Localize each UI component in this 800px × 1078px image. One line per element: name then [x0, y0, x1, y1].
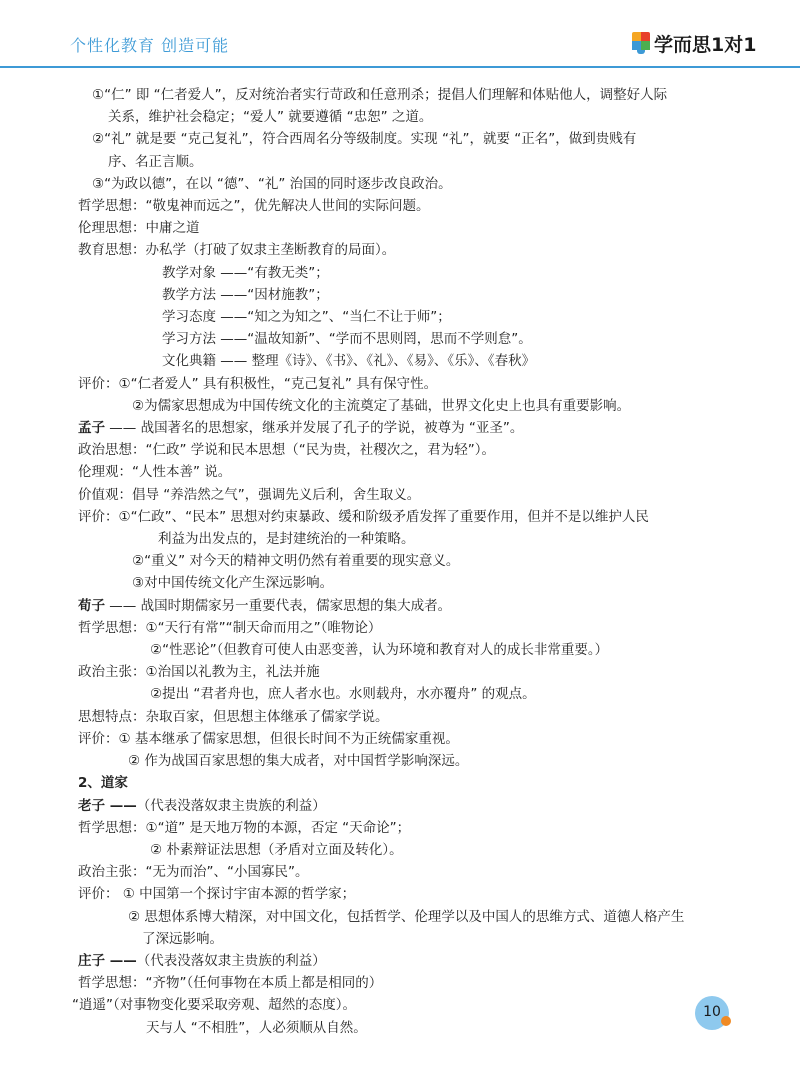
text-line: ② 作为战国百家思想的集大成者，对中国哲学影响深远。 [128, 753, 469, 770]
brand-logo [632, 30, 756, 56]
header-slogan: 个性化教育 创造可能 [70, 36, 230, 55]
section-heading-daojia: 2、道家 [78, 775, 128, 792]
text-line: 评价： ① 中国第一个探讨宇宙本源的哲学家； [78, 886, 356, 903]
text-line: ②“礼” 就是要 “克己复礼”，符合西周名分等级制度。实现 “礼”，就要 “正名”，做到贵贱有 [92, 131, 637, 148]
text-line: “逍遥”（对事物变化要采取旁观、超然的态度）。 [72, 997, 356, 1014]
page-number: 10 [703, 1004, 721, 1020]
text-line: ②为儒家思想成为中国传统文化的主流奠定了基础，世界文化史上也具有重要影响。 [132, 397, 631, 414]
text-line: 评价：① 基本继承了儒家思想，但很长时间不为正统儒家重视。 [78, 730, 459, 747]
text-line: ②“重义” 对今天的精神文明仍然有着重要的现实意义。 [132, 553, 460, 570]
text-line: 庄子 ——（代表没落奴隶主贵族的利益） [78, 952, 326, 969]
text-line: ③对中国传统文化产生深远影响。 [132, 575, 334, 592]
text-line: 学习态度 ——“知之为知之”、“当仁不让于师”； [162, 309, 451, 326]
text-line: ② 思想体系博大精深，对中国文化，包括哲学、伦理学以及中国人的思维方式、道德人格产生 [128, 908, 685, 925]
text-line: 学习方法 ——“温故知新”、“学而不思则罔，思而不学则怠”。 [162, 331, 532, 348]
text-line: 思想特点：杂取百家，但思想主体继承了儒家学说。 [78, 708, 389, 725]
text-line: 政治主张：①治国以礼教为主，礼法并施 [78, 664, 320, 681]
text-line: ③“为政以德”，在以 “德”、“礼” 治国的同时逐步改良政治。 [92, 175, 452, 192]
text-line: 关系，维护社会稳定；“爱人” 就要遵循 “忠恕” 之道。 [108, 109, 433, 126]
text-line: ②“性恶论”（但教育可使人由恶变善，认为环境和教育对人的成长非常重要。） [150, 642, 609, 659]
text-line: 文化典籍 —— 整理《诗》、《书》、《礼》、《易》、《乐》、《春秋》 [162, 353, 536, 370]
text-line: 哲学思想：“敬鬼神而远之”，优先解决人世间的实际问题。 [78, 198, 430, 215]
text-line: 伦理思想：中庸之道 [78, 220, 200, 237]
heading-xunzi: 荀子 [78, 597, 105, 614]
text-line: 政治思想：“仁政” 学说和民本思想（“民为贵，社稷次之，君为轻”）。 [78, 442, 496, 459]
text-line: 序、名正言顺。 [108, 153, 203, 170]
text-line: 政治主张：“无为而治”、“小国寡民”。 [78, 864, 309, 881]
text-line: ② 朴素辩证法思想（矛盾对立面及转化）。 [150, 841, 403, 858]
text-line: 评价：①“仁政”、“民本” 思想对约束暴政、缓和阶级矛盾发挥了重要作用，但并不是以维护人民 [78, 508, 649, 525]
header-divider [0, 66, 800, 68]
heading-zhuangzi: 庄子 —— [78, 952, 137, 969]
text-line: 哲学思想：“齐物”（任何事物在本质上都是相同的） [78, 975, 383, 992]
text-line: 教育思想：办私学（打破了奴隶主垄断教育的局面）。 [78, 242, 396, 259]
logo-text: 学而思1对1 [654, 33, 757, 56]
page-header [0, 0, 800, 68]
text-line: ①“仁” 即 “仁者爱人”，反对统治者实行苛政和任意刑杀；提倡人们理解和体贴他人，调整好人际 [92, 87, 668, 103]
text-line: 伦理观：“人性本善” 说。 [78, 464, 232, 481]
text-line: 老子 ——（代表没落奴隶主贵族的利益） [78, 797, 326, 814]
text-line: 了深远影响。 [142, 930, 223, 947]
heading-mengzi: 孟子 [78, 420, 105, 437]
logo-mark-icon [632, 32, 650, 54]
text-line: ②提出 “君者舟也，庶人者水也。水则载舟，水亦覆舟” 的观点。 [150, 686, 536, 703]
text-line: 哲学思想：①“天行有常”“制天命而用之”（唯物论） [78, 619, 382, 636]
text-line: 天与人 “不相胜”，人必须顺从自然。 [146, 1019, 367, 1036]
heading-laozi: 老子 —— [78, 797, 137, 814]
page-number-badge [695, 996, 731, 1032]
text-line: 孟子 —— 战国著名的思想家，继承并发展了孔子的学说，被尊为 “亚圣”。 [78, 420, 524, 437]
text-line: 利益为出发点的，是封建统治的一种策略。 [158, 531, 415, 548]
document-body [72, 84, 732, 1039]
text-line: 教学方法 ——“因材施教”； [162, 286, 329, 303]
text-line: 教学对象 ——“有教无类”； [162, 264, 329, 281]
text-line: 哲学思想：①“道” 是天地万物的本源，否定 “天命论”； [78, 819, 411, 836]
text-line: 评价：①“仁者爱人” 具有积极性，“克己复礼” 具有保守性。 [78, 375, 438, 392]
text-line: 价值观：倡导 “养浩然之气”，强调先义后利，舍生取义。 [78, 486, 421, 503]
text-line: 荀子 —— 战国时期儒家另一重要代表，儒家思想的集大成者。 [78, 597, 452, 614]
